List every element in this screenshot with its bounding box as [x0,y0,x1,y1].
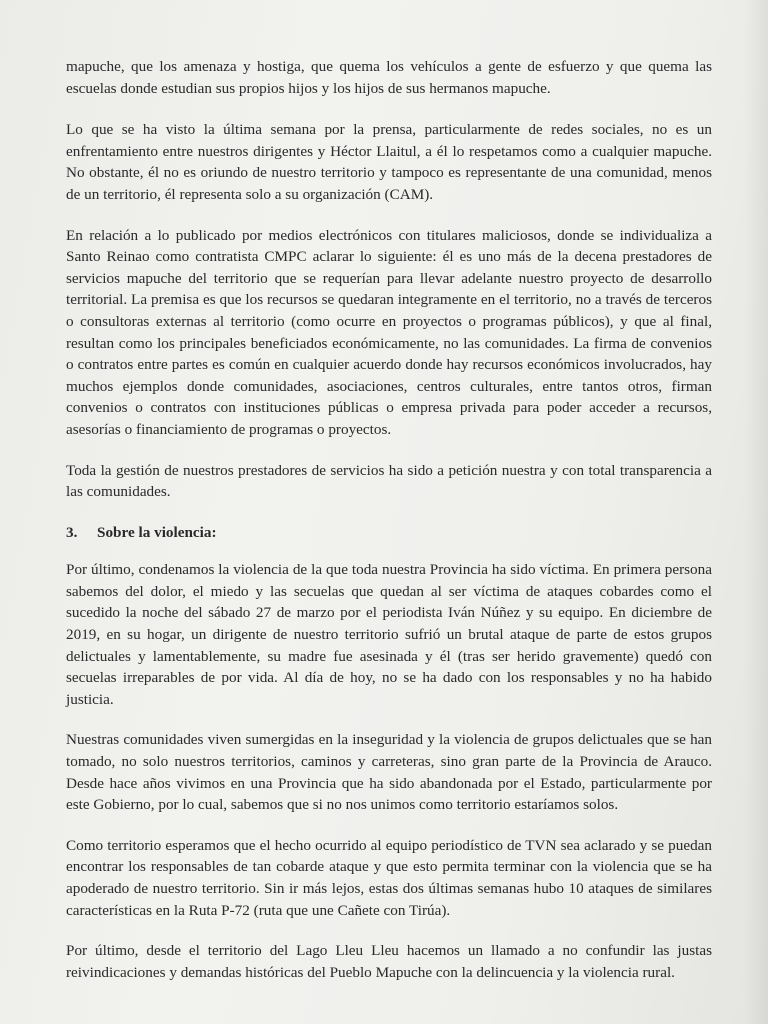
paragraph-llamado: Por último, desde el territorio del Lago Lleu Lleu hacemos un llamado a no confundir las justas reivindicaciones y demandas históricas del Pueblo Mapuche con la delincuencia y la violencia rural. [66,942,712,981]
paragraph-continuation: mapuche, que los amenaza y hostiga, que quema los vehículos a gente de esfuerzo y que quema las escuelas donde estudian sus propios hijos y los hijos de sus hermanos mapuche. [66,58,712,97]
page-edge-shadow [744,0,768,1024]
paragraph-tvn: Como territorio esperamos que el hecho ocurrido al equipo periodístico de TVN sea aclarado y se puedan encontrar los responsables de tan cobarde ataque y que esto permita terminar con la violencia que se ha apoderado de nuestro territorio. Sin ir más lejos, estas dos últimas semanas hubo 10 ataques de similares características en la Ruta P-72 (ruta que une Cañete con Tirúa). [66,836,712,919]
section-title: Sobre la violencia: [97,523,217,541]
paragraph-condena: Por último, condenamos la violencia de la que toda nuestra Provincia ha sido víctima. En primera persona sabemos del dolor, el miedo y las secuelas que quedan al ser víctima de ataques cobardes como el sucedido la noche del sábado 27 de marzo por el periodista Iván Núñez y su equipo. En diciembre de 2019, en su hogar, un dirigente de nuestro territorio sufrió un brutal ataque de parte de estos grupos delictuales y lamentablemente, su madre fue asesinada y él (tras ser herido gravemente) quedó con secuelas irreparables de por vida. Al día de hoy, no se ha dado con los responsables y no ha habido justicia. [66,561,712,708]
section-number: 3. [66,523,78,541]
paragraph-llaitul: Lo que se ha visto la última semana por la prensa, particularmente de redes sociales, no es un enfrentamiento entre nuestros dirigentes y Héctor Llaitul, a él lo respetamos como a cualquier mapuche. No obstante, él no es oriundo de nuestro territorio y tampoco es representante de una comunidad, menos de un territorio, él representa solo a su organización (CAM). [66,121,712,203]
section-heading [66,522,712,544]
paragraph-inseguridad: Nuestras comunidades viven sumergidas en la inseguridad y la violencia de grupos delictuales que se han tomado, no solo nuestros territorios, caminos y carreteras, sino gran parte de la Provincia de Arauco. Desde hace años vivimos en una Provincia que ha sido abandonada por el Estado, particularmente por este Gobierno, por lo cual, sabemos que si no nos unimos como territorio estaríamos solos. [66,731,712,814]
paragraph-gestion: Toda la gestión de nuestros prestadores de servicios ha sido a petición nuestra y con total transparencia a las comunidades. [66,461,712,501]
paragraph-contratista: En relación a lo publicado por medios electrónicos con titulares maliciosos, donde se individualiza a Santo Reinao como contratista CMPC aclarar lo siguiente: él es uno más de la decena prestadores de servicios mapuche del territorio que se requerían para llevar adelante nuestro proyecto de desarrollo territorial. La premisa es que los recursos se quedaran integramente en el territorio, no a través de terceros o consultoras externas al territorio (como ocurre en proyectos o programas públicos), y que al final, resultan como los principales beneficiados económicamente, no las comunidades. La firma de convenios o contratos entre partes es común en cualquier acuerdo donde hay recursos económicos involucrados, hay muchos ejemplos donde comunidades, asociaciones, centros culturales, entre tantos otros, firman convenios o contratos con instituciones públicas o empresa privada para poder acceder a recursos, asesorías o financiamiento de programas o proyectos. [66,226,712,438]
document-body [66,56,712,1002]
